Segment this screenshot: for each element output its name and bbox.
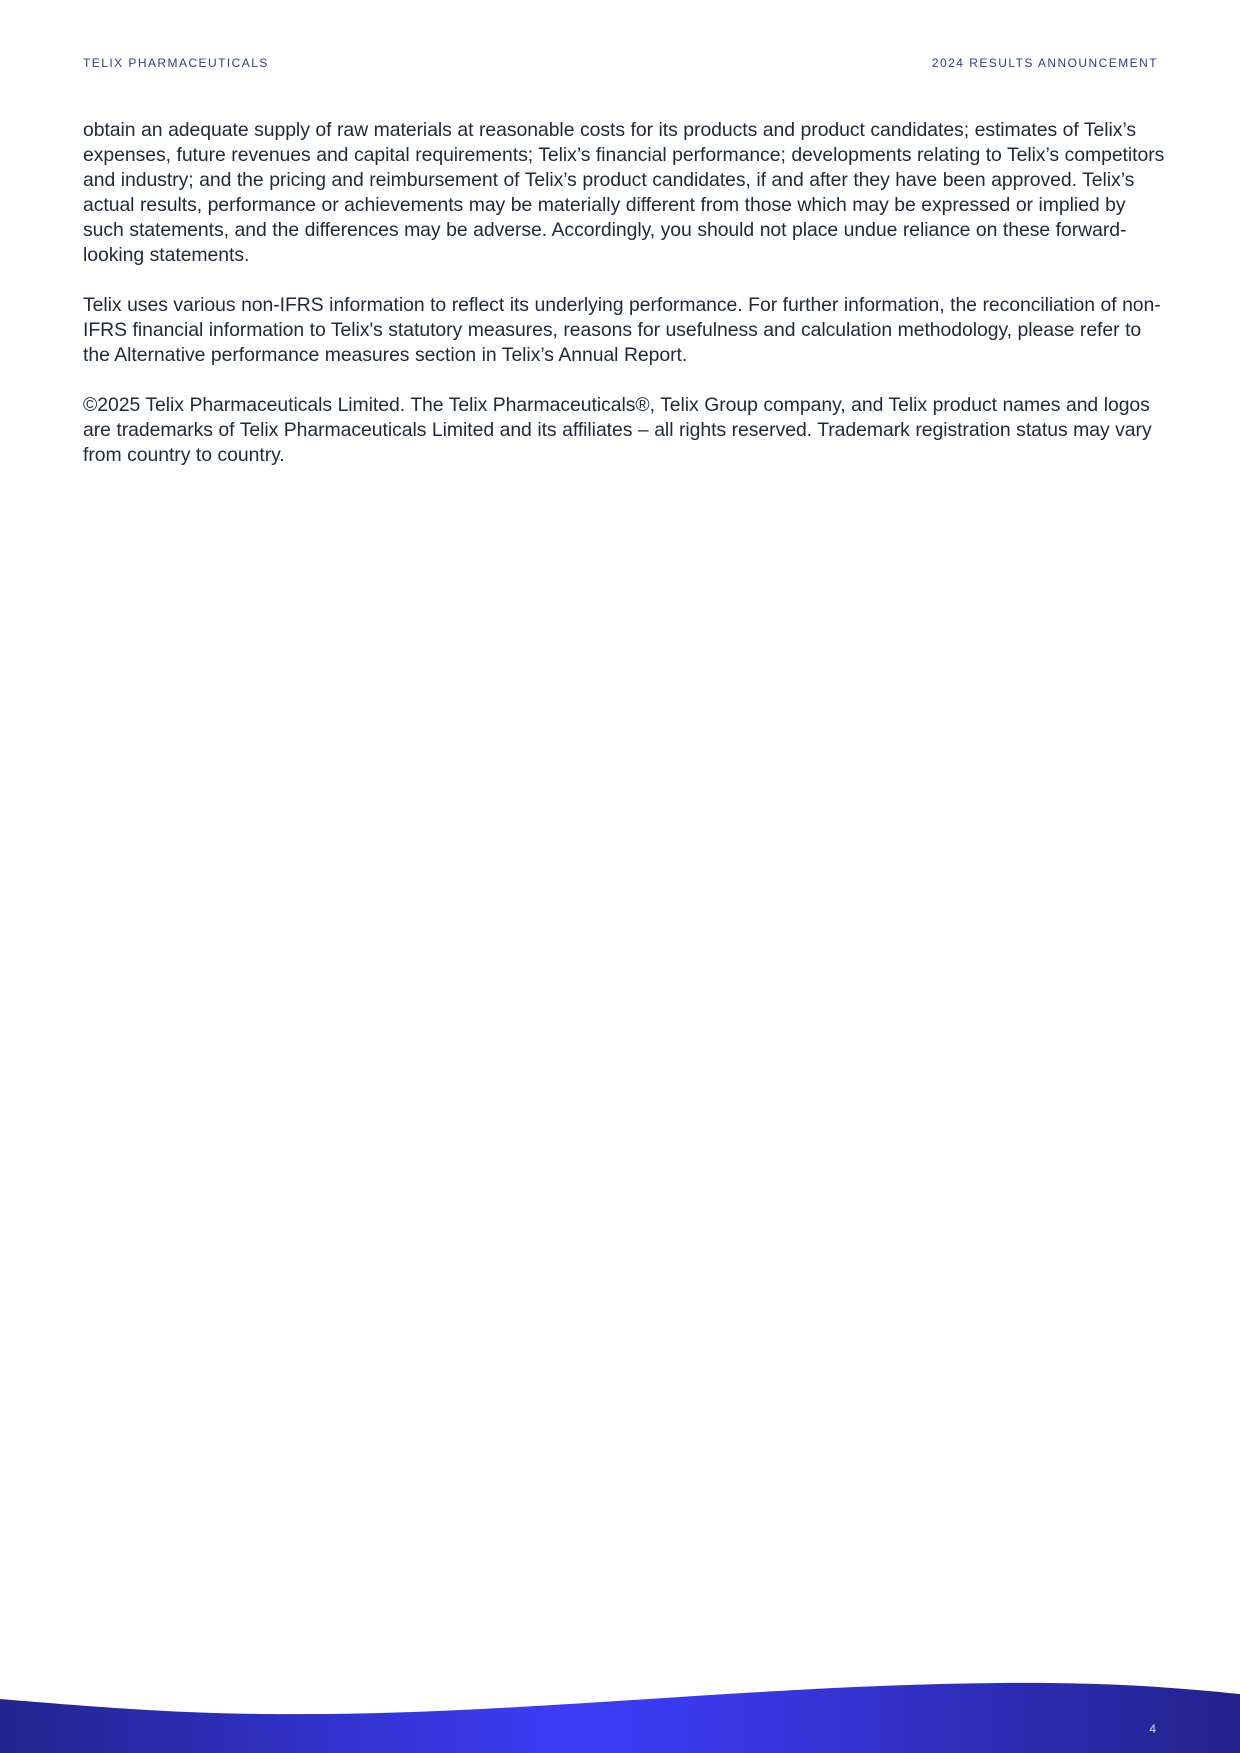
page-number: 4 bbox=[1149, 1722, 1156, 1736]
company-name: TELIX PHARMACEUTICALS bbox=[83, 56, 269, 70]
body-content bbox=[83, 118, 1168, 493]
document-title: 2024 RESULTS ANNOUNCEMENT bbox=[931, 56, 1158, 70]
forward-looking-statement-paragraph: obtain an adequate supply of raw materials at reasonable costs for its products and product candidates; estimates of Telix’s expenses, future revenues and capital requirements; Telix’s financial performance; developments relating to Telix’s competitors and industry; and the pricing and reimbursement of Telix’s product candidates, if and after they have been approved. Telix’s actual results, performance or achievements may be materially different from those which may be expressed or implied by such statements, and the differences may be adverse. Accordingly, you should not place undue reliance on these forward-looking statements. bbox=[83, 119, 1165, 266]
copyright-paragraph: ©2025 Telix Pharmaceuticals Limited. The Telix Pharmaceuticals®, Telix Group company, and Telix product names and logos are trademarks of Telix Pharmaceuticals Limited and its affiliates – all rights reserved. Trademark registration status may vary from country to country. bbox=[83, 394, 1152, 466]
page-header bbox=[83, 55, 1158, 71]
non-ifrs-paragraph: Telix uses various non-IFRS information to reflect its underlying performance. For further information, the reconciliation of non-IFRS financial information to Telix's statutory measures, reasons for usefulness and calculation methodology, please refer to the Alternative performance measures section in Telix’s Annual Report. bbox=[83, 294, 1161, 366]
footer-wave-decoration bbox=[0, 1663, 1240, 1753]
page-footer bbox=[0, 1663, 1240, 1753]
